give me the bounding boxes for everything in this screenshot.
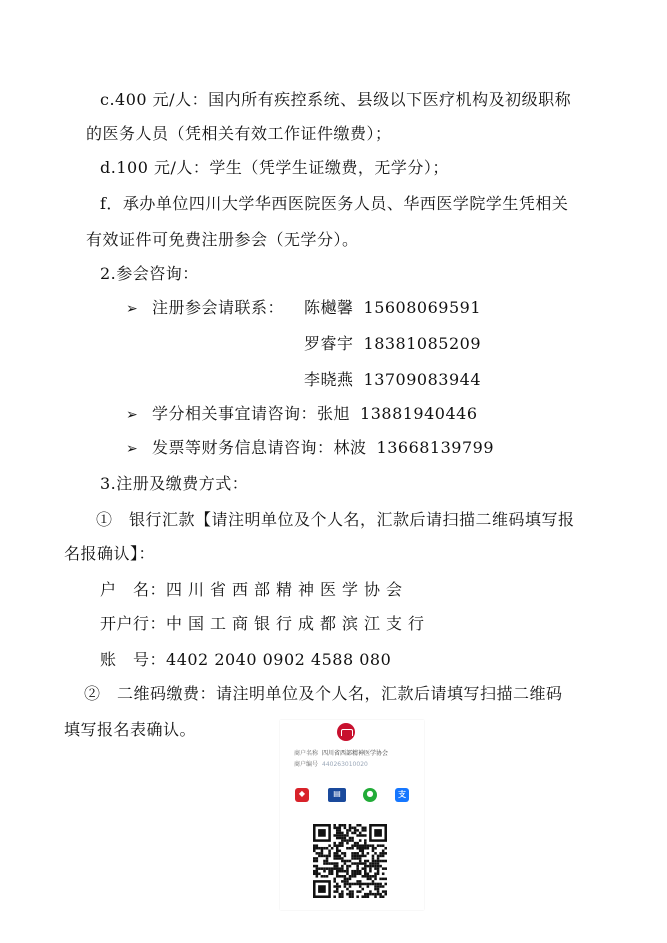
invoice-label: 发票等财务信息请咨询：	[152, 438, 334, 457]
unionpay-icon: ▤	[328, 788, 346, 802]
contact-phone: 13709083944	[363, 370, 481, 389]
merchant-number-label: 商户编号	[294, 761, 319, 768]
bank-branch-row	[100, 614, 430, 634]
account-name-value: 四川省西部精神医学协会	[166, 580, 409, 599]
fee-item-c-line2: 的医务人员（凭相关有效工作证件缴费）；	[86, 124, 392, 143]
bank-account-name-row	[100, 580, 408, 600]
merchant-number: 440263010020	[322, 761, 368, 768]
credit-phone: 13881940446	[360, 404, 478, 423]
merchant-number-row	[294, 759, 368, 768]
contact-invoice-row	[126, 438, 494, 459]
bank-logo-icon	[337, 723, 355, 741]
payment-qr-code-icon	[313, 824, 387, 898]
bank-account-number-row	[100, 650, 391, 670]
branch-value: 中国工商银行成都滨江支行	[166, 614, 431, 633]
bank-transfer-line2: 名报确认】：	[64, 544, 156, 563]
contact-name: 陈樾馨	[304, 298, 354, 317]
icbc-e-pay-icon: ◆	[295, 788, 309, 802]
section-consult-heading: 2.参会咨询：	[100, 264, 199, 283]
contact-phone: 18381085209	[363, 334, 481, 353]
contact-person-row	[304, 334, 481, 354]
account-number-label: 账 号：	[100, 650, 167, 669]
alipay-icon: 支	[395, 788, 409, 802]
contact-credit-row	[126, 404, 478, 425]
invoice-phone: 13668139799	[376, 438, 495, 457]
fee-item-f-line1: f．承办单位四川大学华西医院医务人员、华西医学院学生凭相关	[100, 194, 569, 213]
fee-item-f-line2: 有效证件可免费注册参会（无学分）。	[86, 230, 359, 249]
credit-name: 张旭	[317, 404, 351, 423]
contact-name: 李晓燕	[304, 370, 354, 389]
arrow-bullet-icon: ➢	[126, 441, 139, 457]
contact-person-row	[304, 370, 481, 390]
contact-person-row	[304, 298, 481, 318]
bank-transfer-line1: ① 银行汇款【请注明单位及个人名，汇款后请扫描二维码填写报	[96, 510, 575, 529]
wechat-pay-icon: ●	[363, 788, 377, 802]
invoice-name: 林波	[333, 438, 367, 457]
arrow-bullet-icon: ➢	[126, 407, 139, 423]
contact-register-row	[126, 298, 284, 319]
merchant-name-row	[294, 748, 388, 757]
payment-methods-row	[295, 788, 409, 802]
account-name-label: 户 名：	[100, 580, 167, 599]
contact-name: 罗睿宇	[304, 334, 354, 353]
credit-label: 学分相关事宜请咨询：	[152, 404, 318, 423]
qr-payment-line1: ② 二维码缴费：请注明单位及个人名，汇款后请填写扫描二维码	[84, 684, 563, 703]
fee-item-c-line1: c.400 元/人：国内所有疾控系统、县级以下医疗机构及初级职称	[100, 90, 572, 109]
register-label: 注册参会请联系：	[152, 298, 285, 317]
account-number-value: 4402 2040 0902 4588 080	[166, 650, 392, 669]
merchant-name: 四川省西部精神医学协会	[322, 750, 389, 757]
fee-item-d: d.100 元/人：学生（凭学生证缴费，无学分）；	[100, 158, 449, 177]
arrow-bullet-icon: ➢	[126, 301, 139, 317]
qr-payment-card	[280, 720, 424, 910]
section-payment-heading: 3.注册及缴费方式：	[100, 474, 249, 493]
merchant-name-label: 商户名称	[294, 750, 319, 757]
contact-phone: 15608069591	[363, 298, 481, 317]
qr-payment-line2: 填写报名表确认。	[64, 720, 197, 739]
branch-label: 开户行：	[100, 614, 167, 633]
